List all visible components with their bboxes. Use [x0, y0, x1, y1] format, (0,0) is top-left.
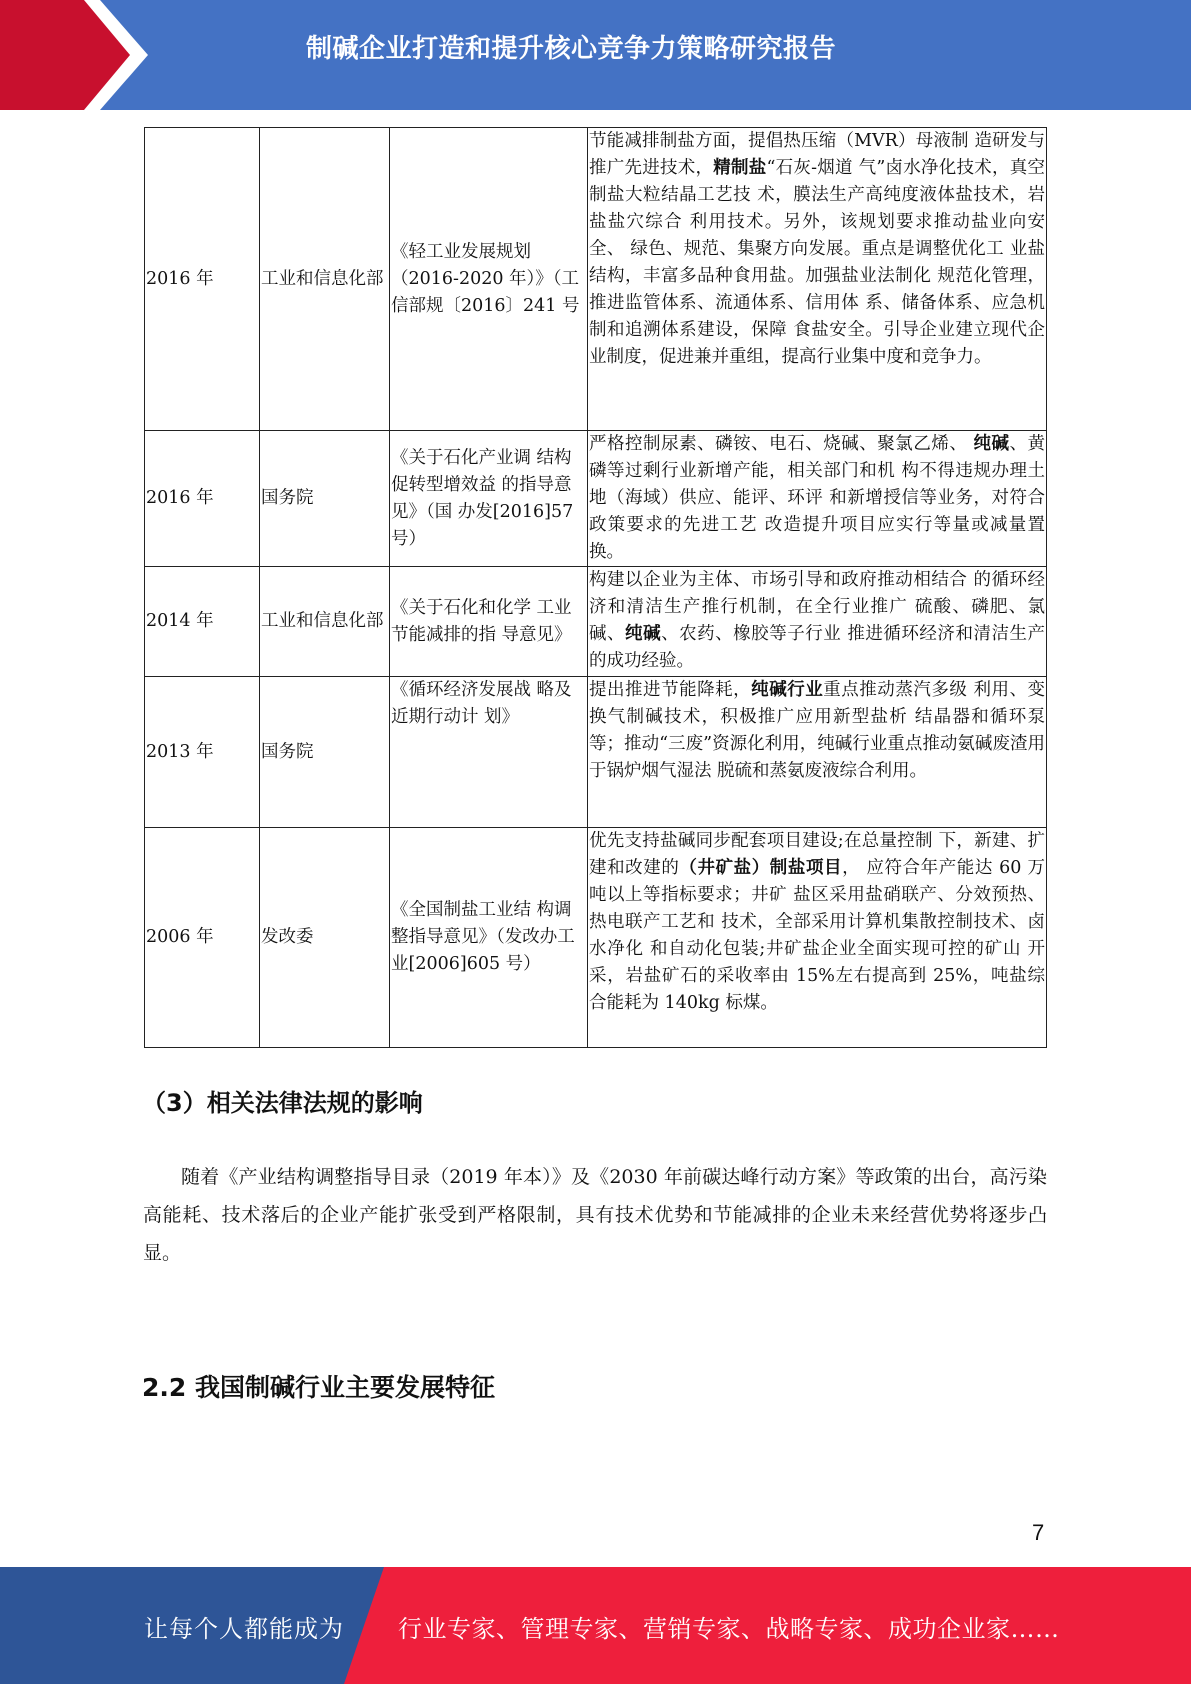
footer-slogan-right: 行业专家、管理专家、营销专家、战略专家、成功企业家……: [398, 1615, 1060, 1643]
department-cell: 工业和信息化部: [260, 128, 390, 431]
document-cell: 《轻工业发展规划（2016-2020 年）》（工信部规〔2016〕241 号: [390, 128, 588, 431]
year-cell: 2016 年: [145, 128, 260, 431]
content-cell: 节能减排制盐方面，提倡热压缩（MVR）母液制 造研发与推广先进技术，精制盐“石灰-烟道 气”卤水净化技术，真空制盐大粒结晶工艺技 术，膜法生产高纯度液体盐技术，岩盐盐穴综合 利用技术。另外，该规划要求推动盐业向安全、 绿色、规范、集聚方向发展。重点是调整优化工 业盐结构，丰富多品种食用盐。加强盐业法制化 规范化管理，推进监管体系、流通体系、信用体 系、储备体系、应急机制和追溯体系建设，保障 食盐安全。引导企业建立现代企业制度，促进兼并重组，提高行业集中度和竞争力。: [588, 128, 1047, 431]
page-footer: [0, 1567, 1191, 1684]
content-cell: 优先支持盐碱同步配套项目建设;在总量控制 下，新建、扩建和改建的（井矿盐）制盐项目， 应符合年产能达 60 万吨以上等指标要求；井矿 盐区采用盐硝联产、分效预热、热电联产工艺和 技术，全部采用计算机集散控制技术、卤水净化 和自动化包装;井矿盐企业全面实现可控的矿山 开采，岩盐矿石的采收率由 15%左右提高到 25%，吨盐综合能耗为 140kg 标煤。: [588, 828, 1047, 1048]
table-row: [145, 677, 1047, 828]
page-number: 7: [1032, 1520, 1045, 1545]
body-paragraph: 随着《产业结构调整指导目录（2019 年本）》及《2030 年前碳达峰行动方案》等政策的出台，高污染高能耗、技术落后的企业产能扩张受到严格限制，具有技术优势和节能减排的企业未来经营优势将逐步凸显。: [143, 1166, 1047, 1264]
section-heading: （3）相关法律法规的影响: [142, 1089, 423, 1117]
content-cell: 构建以企业为主体、市场引导和政府推动相结合 的循环经济和清洁生产推行机制，在全行业推广 硫酸、磷肥、氯碱、纯碱、农药、橡胶等子行业 推进循环经济和清洁生产的成功经验。: [588, 567, 1047, 677]
subsection-heading: 2.2 我国制碱行业主要发展特征: [142, 1373, 495, 1402]
policy-table: [144, 127, 1047, 1048]
document-cell: 《循环经济发展战 略及近期行动计 划》: [390, 677, 588, 828]
year-cell: 2013 年: [145, 677, 260, 828]
department-cell: 发改委: [260, 828, 390, 1048]
year-cell: 2006 年: [145, 828, 260, 1048]
department-cell: 国务院: [260, 677, 390, 828]
table-row: [145, 567, 1047, 677]
table-row: [145, 828, 1047, 1048]
year-cell: 2016 年: [145, 431, 260, 567]
report-title: 制碱企业打造和提升核心竞争力策略研究报告: [306, 34, 837, 64]
footer-slogan-left: 让每个人都能成为: [144, 1615, 344, 1643]
header-arrow-icon: [0, 0, 160, 110]
content-cell: 严格控制尿素、磷铵、电石、烧碱、聚氯乙烯、 纯碱、黄磷等过剩行业新增产能，相关部门和机 构不得违规办理土地（海域）供应、能评、环评 和新增授信等业务，对符合政策要求的先进工艺 改造提升项目应实行等量或减量置换。: [588, 431, 1047, 567]
content-cell: 提出推进节能降耗，纯碱行业重点推动蒸汽多级 利用、变换气制碱技术，积极推广应用新型盐析 结晶器和循环泵等；推动“三废”资源化利用，纯碱行业重点推动氨碱废渣用于锅炉烟气湿法 脱硫和蒸氨废液综合利用。: [588, 677, 1047, 828]
document-cell: 《关于石化产业调 结构促转型增效益 的指导意见》（国 办发[2016]57 号）: [390, 431, 588, 567]
page-header: [0, 0, 1191, 110]
table-row: [145, 431, 1047, 567]
department-cell: 工业和信息化部: [260, 567, 390, 677]
table-row: [145, 128, 1047, 431]
department-cell: 国务院: [260, 431, 390, 567]
document-cell: 《关于石化和化学 工业节能减排的指 导意见》: [390, 567, 588, 677]
year-cell: 2014 年: [145, 567, 260, 677]
document-cell: 《全国制盐工业结 构调整指导意见》（发改办工业[2006]605 号）: [390, 828, 588, 1048]
